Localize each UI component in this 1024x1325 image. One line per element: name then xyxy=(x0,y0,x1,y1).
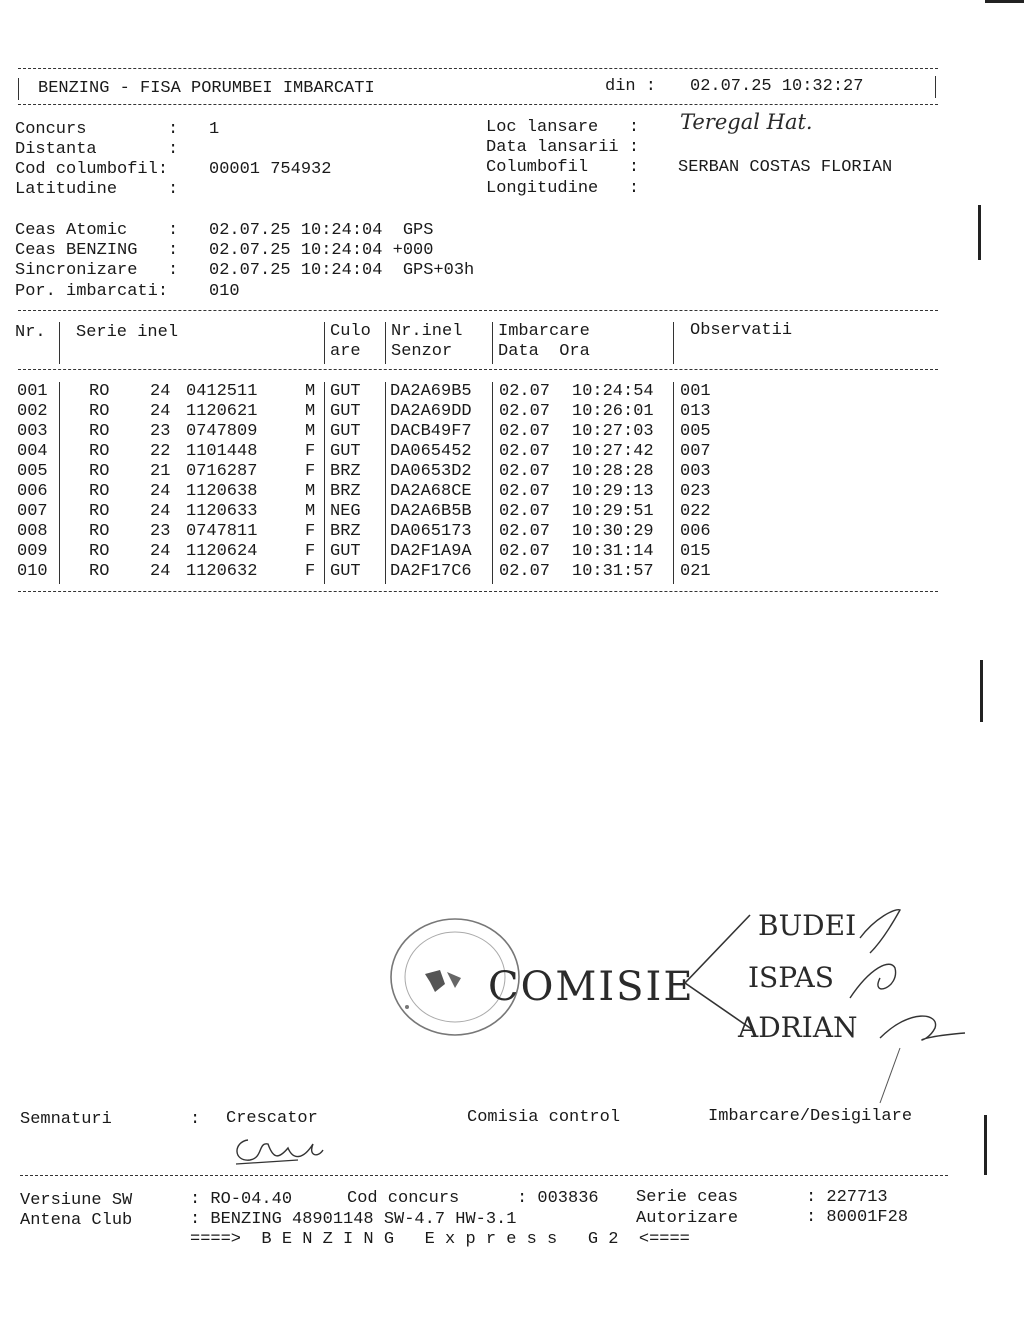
header-col-sep-5 xyxy=(673,322,674,364)
autorizare-value: : 80001F28 xyxy=(806,1208,909,1227)
cell-sensor: DA2A6B5B xyxy=(390,502,472,521)
header-left-bar xyxy=(18,78,19,100)
cell-ring: 1120621 xyxy=(186,402,258,421)
versiune-sw-value: : RO-04.40 xyxy=(190,1190,293,1209)
cell-time: 10:28:28 xyxy=(572,462,654,481)
cell-year: 21 xyxy=(150,462,171,481)
cell-ring: 1120632 xyxy=(186,562,258,581)
table-row xyxy=(0,522,960,542)
crescator-label: Crescator xyxy=(226,1109,318,1128)
versiune-sw-label: Versiune SW xyxy=(20,1191,133,1210)
cell-year: 24 xyxy=(150,542,171,561)
loc-lansare-label: Loc lansare : xyxy=(486,118,640,137)
cell-nr: 008 xyxy=(17,522,48,541)
cell-sensor: DA2A68CE xyxy=(390,482,472,501)
cell-date: 02.07 xyxy=(499,462,551,481)
data-lansarii-label: Data lansarii : xyxy=(486,138,640,157)
handwritten-comisie: COMISIE xyxy=(488,964,695,1010)
header-col-sep-4 xyxy=(492,322,493,364)
cell-observatii: 007 xyxy=(680,442,711,461)
cell-sex: M xyxy=(305,382,316,401)
scan-edge-mark-1 xyxy=(978,205,981,260)
cell-sex: F xyxy=(305,542,316,561)
cell-country: RO xyxy=(89,422,110,441)
col-header-imbarcare: Imbarcare xyxy=(498,322,590,341)
cell-sex: M xyxy=(305,422,316,441)
cell-ring: 0412511 xyxy=(186,382,258,401)
cell-country: RO xyxy=(89,542,110,561)
cell-observatii: 022 xyxy=(680,502,711,521)
distanta-label: Distanta : xyxy=(15,140,179,159)
scan-edge-mark-2 xyxy=(980,660,983,722)
cell-sex: F xyxy=(305,442,316,461)
cell-date: 02.07 xyxy=(499,442,551,461)
cell-date: 02.07 xyxy=(499,502,551,521)
cell-date: 02.07 xyxy=(499,542,551,561)
handwritten-name-budei: BUDEI xyxy=(758,909,857,942)
table-row xyxy=(0,502,960,522)
cell-ring: 1120624 xyxy=(186,542,258,561)
porumbei-imbarcati-label: Por. imbarcati: xyxy=(15,282,169,301)
cell-date: 02.07 xyxy=(499,482,551,501)
cell-year: 24 xyxy=(150,562,171,581)
cod-concurs-value: : 003836 xyxy=(517,1189,599,1208)
table-row xyxy=(0,442,960,462)
cell-sex: F xyxy=(305,522,316,541)
cell-nr: 006 xyxy=(17,482,48,501)
cell-date: 02.07 xyxy=(499,422,551,441)
loc-lansare-handwritten-value: Teregal Hat. xyxy=(680,110,813,134)
table-row xyxy=(0,422,960,442)
cell-year: 24 xyxy=(150,502,171,521)
cell-sensor: DA2F1A9A xyxy=(390,542,472,561)
cell-ring: 0747809 xyxy=(186,422,258,441)
col-header-data-ora: Data Ora xyxy=(498,342,590,361)
cell-sensor: DA065452 xyxy=(390,442,472,461)
cell-color: BRZ xyxy=(330,482,361,501)
cell-sex: M xyxy=(305,502,316,521)
col-header-senzor: Senzor xyxy=(391,342,453,361)
cell-country: RO xyxy=(89,442,110,461)
antena-club-value: : BENZING 48901148 SW-4.7 HW-3.1 xyxy=(190,1210,517,1229)
cell-nr: 003 xyxy=(17,422,48,441)
cell-country: RO xyxy=(89,462,110,481)
cell-time: 10:29:51 xyxy=(572,502,654,521)
cell-color: BRZ xyxy=(330,462,361,481)
table-row xyxy=(0,402,960,422)
cell-sex: M xyxy=(305,402,316,421)
cell-date: 02.07 xyxy=(499,522,551,541)
cell-time: 10:31:57 xyxy=(572,562,654,581)
comisia-control-label: Comisia control xyxy=(467,1108,621,1127)
semnaturi-colon: : xyxy=(190,1110,201,1129)
col-header-are: are xyxy=(330,342,361,361)
cell-color: GUT xyxy=(330,382,361,401)
cell-observatii: 013 xyxy=(680,402,711,421)
cell-country: RO xyxy=(89,382,110,401)
cell-nr: 005 xyxy=(17,462,48,481)
serie-ceas-value: : 227713 xyxy=(806,1188,888,1207)
cell-observatii: 023 xyxy=(680,482,711,501)
cell-color: BRZ xyxy=(330,522,361,541)
col-header-nrinel: Nr.inel xyxy=(391,322,463,341)
crescator-signature-icon xyxy=(228,1130,328,1170)
porumbei-imbarcati-value: 010 xyxy=(209,282,240,301)
cell-observatii: 021 xyxy=(680,562,711,581)
cell-country: RO xyxy=(89,482,110,501)
concurs-value: 1 xyxy=(209,120,220,139)
cell-country: RO xyxy=(89,402,110,421)
cell-date: 02.07 xyxy=(499,402,551,421)
cell-nr: 004 xyxy=(17,442,48,461)
table-top-rule xyxy=(18,310,938,311)
col-header-culo: Culo xyxy=(330,322,371,341)
cell-country: RO xyxy=(89,522,110,541)
autorizare-label: Autorizare xyxy=(636,1209,739,1228)
header-col-sep-3 xyxy=(385,322,386,364)
cell-observatii: 003 xyxy=(680,462,711,481)
cod-columbofil-label: Cod columbofil: xyxy=(15,160,169,179)
table-header-bottom-rule xyxy=(18,369,938,370)
header-din-label: din : xyxy=(605,77,657,96)
ceas-benzing-label: Ceas BENZING : xyxy=(15,241,179,260)
cell-ring: 0716287 xyxy=(186,462,258,481)
cell-year: 24 xyxy=(150,382,171,401)
cell-date: 02.07 xyxy=(499,562,551,581)
cell-ring: 1120638 xyxy=(186,482,258,501)
cell-ring: 0747811 xyxy=(186,522,258,541)
table-row xyxy=(0,542,960,562)
cell-color: GUT xyxy=(330,442,361,461)
cell-nr: 001 xyxy=(17,382,48,401)
cell-sensor: DA2F17C6 xyxy=(390,562,472,581)
cell-sensor: DA2A69B5 xyxy=(390,382,472,401)
scan-edge-top-right xyxy=(985,0,1024,3)
footer-top-rule xyxy=(20,1175,948,1176)
concurs-label: Concurs : xyxy=(15,120,179,139)
table-row xyxy=(0,482,960,502)
cell-sex: F xyxy=(305,562,316,581)
header-right-bar xyxy=(935,76,936,98)
ceas-benzing-value: 02.07.25 10:24:04 +000 xyxy=(209,241,434,260)
cell-sex: F xyxy=(305,462,316,481)
ceas-atomic-label: Ceas Atomic : xyxy=(15,221,179,240)
header-col-sep-2 xyxy=(324,322,325,364)
benzing-brand-line: ====> B E N Z I N G E x p r e s s G 2 <==== xyxy=(190,1230,690,1249)
cell-color: GUT xyxy=(330,542,361,561)
cell-observatii: 006 xyxy=(680,522,711,541)
header-bottom-rule xyxy=(18,104,938,105)
table-row xyxy=(0,462,960,482)
cell-nr: 002 xyxy=(17,402,48,421)
cell-time: 10:26:01 xyxy=(572,402,654,421)
table-body xyxy=(0,382,1024,587)
document-title: BENZING - FISA PORUMBEI IMBARCATI xyxy=(38,79,375,98)
sincronizare-label: Sincronizare : xyxy=(15,261,179,280)
header-col-sep-1 xyxy=(59,322,60,364)
cell-nr: 010 xyxy=(17,562,48,581)
cell-observatii: 015 xyxy=(680,542,711,561)
cell-year: 24 xyxy=(150,482,171,501)
cell-time: 10:27:03 xyxy=(572,422,654,441)
cell-sensor: DA2A69DD xyxy=(390,402,472,421)
cell-color: GUT xyxy=(330,422,361,441)
col-header-nr: Nr. xyxy=(15,323,46,342)
serie-ceas-label: Serie ceas xyxy=(636,1188,739,1207)
table-row xyxy=(0,562,960,582)
handwritten-name-adrian: ADRIAN xyxy=(738,1011,858,1044)
cod-columbofil-value: 00001 754932 xyxy=(209,160,332,179)
table-row xyxy=(0,382,960,402)
handwritten-signatures-icon xyxy=(840,898,975,1108)
cell-color: GUT xyxy=(330,402,361,421)
cell-sensor: DACB49F7 xyxy=(390,422,472,441)
cell-observatii: 001 xyxy=(680,382,711,401)
ceas-atomic-value: 02.07.25 10:24:04 GPS xyxy=(209,221,434,240)
cell-ring: 1101448 xyxy=(186,442,258,461)
table-bottom-rule xyxy=(18,591,938,592)
header-top-rule xyxy=(18,68,938,69)
imbarcare-desigilare-label: Imbarcare/Desigilare xyxy=(708,1107,913,1126)
columbofil-label: Columbofil : xyxy=(486,158,640,177)
cell-time: 10:31:14 xyxy=(572,542,654,561)
cell-time: 10:29:13 xyxy=(572,482,654,501)
latitudine-label: Latitudine : xyxy=(15,180,179,199)
columbofil-value: SERBAN COSTAS FLORIAN xyxy=(678,158,893,177)
cod-concurs-label: Cod concurs xyxy=(347,1189,460,1208)
col-header-observatii: Observatii xyxy=(690,321,793,340)
cell-year: 23 xyxy=(150,522,171,541)
sincronizare-value: 02.07.25 10:24:04 GPS+03h xyxy=(209,261,475,280)
col-header-serie: Serie inel xyxy=(76,323,179,342)
cell-time: 10:24:54 xyxy=(572,382,654,401)
handwritten-name-ispas: ISPAS xyxy=(748,961,834,994)
cell-sensor: DA0653D2 xyxy=(390,462,472,481)
antena-club-label: Antena Club xyxy=(20,1211,133,1230)
cell-ring: 1120633 xyxy=(186,502,258,521)
cell-nr: 007 xyxy=(17,502,48,521)
cell-sensor: DA065173 xyxy=(390,522,472,541)
cell-year: 23 xyxy=(150,422,171,441)
scan-edge-mark-3 xyxy=(984,1115,987,1175)
cell-nr: 009 xyxy=(17,542,48,561)
cell-color: GUT xyxy=(330,562,361,581)
cell-year: 24 xyxy=(150,402,171,421)
cell-time: 10:27:42 xyxy=(572,442,654,461)
cell-date: 02.07 xyxy=(499,382,551,401)
cell-observatii: 005 xyxy=(680,422,711,441)
cell-country: RO xyxy=(89,502,110,521)
longitudine-label: Longitudine : xyxy=(486,179,640,198)
cell-sex: M xyxy=(305,482,316,501)
cell-year: 22 xyxy=(150,442,171,461)
semnaturi-label: Semnaturi xyxy=(20,1110,112,1129)
header-datetime: 02.07.25 10:32:27 xyxy=(690,77,864,96)
cell-time: 10:30:29 xyxy=(572,522,654,541)
cell-color: NEG xyxy=(330,502,361,521)
cell-country: RO xyxy=(89,562,110,581)
